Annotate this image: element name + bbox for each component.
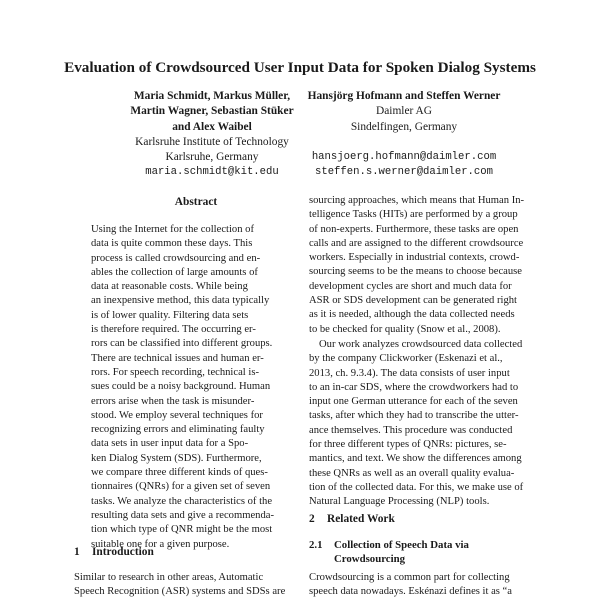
- text-line: Similar to research in other areas, Automatic: [74, 572, 264, 583]
- subsection-title-line: Crowdsourcing: [334, 553, 405, 566]
- text-line: rors can be classified into different groups.: [91, 338, 273, 350]
- text-line: is of lower quality. Filtering data sets: [91, 309, 249, 321]
- right-column-paragraph-1: [309, 194, 530, 337]
- abstract-heading: Abstract: [174, 196, 218, 208]
- text-line: sues could be a noisy background. Human: [91, 381, 271, 393]
- text-line: errors arise when the task is misunder-: [91, 395, 255, 407]
- author-email: steffen.s.werner@daimler.com: [314, 166, 493, 179]
- text-line: process is called crowdsourcing and en-: [91, 252, 261, 264]
- text-line: Natural Language Processing (NLP) tools.: [309, 496, 490, 508]
- intro-paragraph: [74, 571, 295, 600]
- text-line: development cycles are short and much data for: [309, 280, 512, 292]
- text-line: 2013, ch. 9.3.4). The data consists of user input: [309, 367, 510, 379]
- text-line: Crowdsourcing is a common part for collecting: [309, 572, 510, 583]
- section-title: Introduction: [92, 546, 154, 558]
- text-line: Using the Internet for the collection of: [91, 224, 254, 235]
- text-line: is therefore required. The occurring er-: [91, 324, 256, 336]
- author-name-line: Martin Wagner, Sebastian Stüker: [130, 105, 294, 118]
- author-block-right: [296, 89, 512, 181]
- text-line: to an in-car SDS, where the crowdworkers had to: [309, 381, 519, 393]
- text-line: tionnaires (QNRs) for a given set of seven: [91, 481, 271, 493]
- text-line: recognizing errors and eliminating faulty: [91, 424, 265, 436]
- section-heading-introduction: [74, 546, 154, 558]
- text-line: calls and are assigned to the different crowdsource: [309, 237, 524, 249]
- text-line: mantics, and text. We show the differences among: [309, 453, 522, 465]
- author-name-line: Maria Schmidt, Markus Müller,: [133, 90, 291, 102]
- text-line: data is quite common these days. This: [91, 238, 253, 250]
- related-work-paragraph: [309, 571, 530, 600]
- subsection-heading-collection: [309, 538, 469, 567]
- text-line: ASR or SDS development can be generated right: [309, 295, 518, 307]
- subsection-number: 2.1: [309, 539, 323, 551]
- text-line: to be checked for quality (Snow et al., 2008).: [309, 323, 501, 335]
- text-line: tasks. We analyze the characteristics of the: [91, 495, 273, 507]
- affiliation-line: Daimler AG: [376, 105, 432, 118]
- text-line: we compare three different kinds of ques-: [91, 467, 268, 479]
- section-title: Related Work: [327, 513, 395, 525]
- affiliation-line: Karlsruhe Institute of Technology: [135, 135, 289, 148]
- paper-title: Evaluation of Crowdsourced User Input Data for Spoken Dialog Systems: [64, 59, 536, 76]
- text-line: data sets in user input data for a Spo-: [91, 438, 249, 450]
- subsection-title-line: Collection of Speech Data via: [334, 539, 469, 551]
- text-line: ken Dialog System (SDS). Furthermore,: [91, 452, 262, 464]
- text-line: input one German utterance for each of the seven: [309, 396, 518, 408]
- text-line: There are technical issues and human er-: [91, 352, 264, 364]
- text-line: rors. For speech recording, technical is-: [91, 366, 259, 378]
- section-heading-related-work: [309, 513, 395, 525]
- text-line: telligence Tasks (HITs) are performed by a group: [309, 209, 518, 221]
- text-line: data at reasonable costs. While being: [91, 281, 248, 293]
- text-line: tion of the collected data. For this, we make use of: [309, 481, 524, 493]
- author-name-line: Hansjörg Hofmann and Steffen Werner: [307, 90, 501, 102]
- text-line: for three different types of QNRs: pictures, se-: [309, 439, 507, 451]
- right-column-paragraph-2: [309, 338, 530, 510]
- affiliation-line: Karlsruhe, Germany: [165, 151, 259, 164]
- text-line: sourcing approaches, which means that Human In-: [309, 195, 525, 206]
- author-block-left: [96, 89, 328, 181]
- section-number: 2: [309, 513, 315, 525]
- text-line: ables the collection of large amounts of: [91, 266, 258, 278]
- text-line: Our work analyzes crowdsourced data collected: [319, 339, 523, 350]
- text-line: tion which type of QNR might be the most: [91, 524, 273, 536]
- text-line: ance themselves. This procedure was conducted: [309, 424, 513, 436]
- text-line: stood. We employ several techniques for: [91, 409, 263, 421]
- text-line: speech data nowadays. Eskénazi defines it as “a: [309, 586, 512, 598]
- text-line: an inexpensive method, this data typically: [91, 295, 270, 307]
- text-line: sourcing seems to be the means to choose because: [309, 266, 522, 278]
- text-line: tasks, after which they had to transcribe the utter-: [309, 410, 519, 422]
- text-line: of non-experts. Furthermore, these tasks are open: [309, 223, 519, 235]
- text-line: workers. Especially in industrial contexts, crowd-: [309, 252, 520, 264]
- author-name-line: and Alex Waibel: [172, 120, 252, 133]
- abstract-body: [91, 223, 295, 552]
- text-line: these QNRs as well as an overall quality evalua-: [309, 467, 515, 479]
- text-line: Speech Recognition (ASR) systems and SDSs are: [74, 586, 286, 598]
- text-line: suitable one for a given purpose.: [91, 538, 230, 550]
- author-email: maria.schmidt@kit.edu: [145, 166, 279, 179]
- section-number: 1: [74, 546, 80, 558]
- text-line: resulting data sets and give a recommenda-: [91, 509, 274, 521]
- text-line: by the company Clickworker (Eskenazi et al.,: [309, 353, 503, 365]
- author-email: hansjoerg.hofmann@daimler.com: [311, 151, 497, 164]
- text-line: as it is needed, although the data collected needs: [309, 309, 515, 321]
- affiliation-line: Sindelfingen, Germany: [350, 120, 458, 133]
